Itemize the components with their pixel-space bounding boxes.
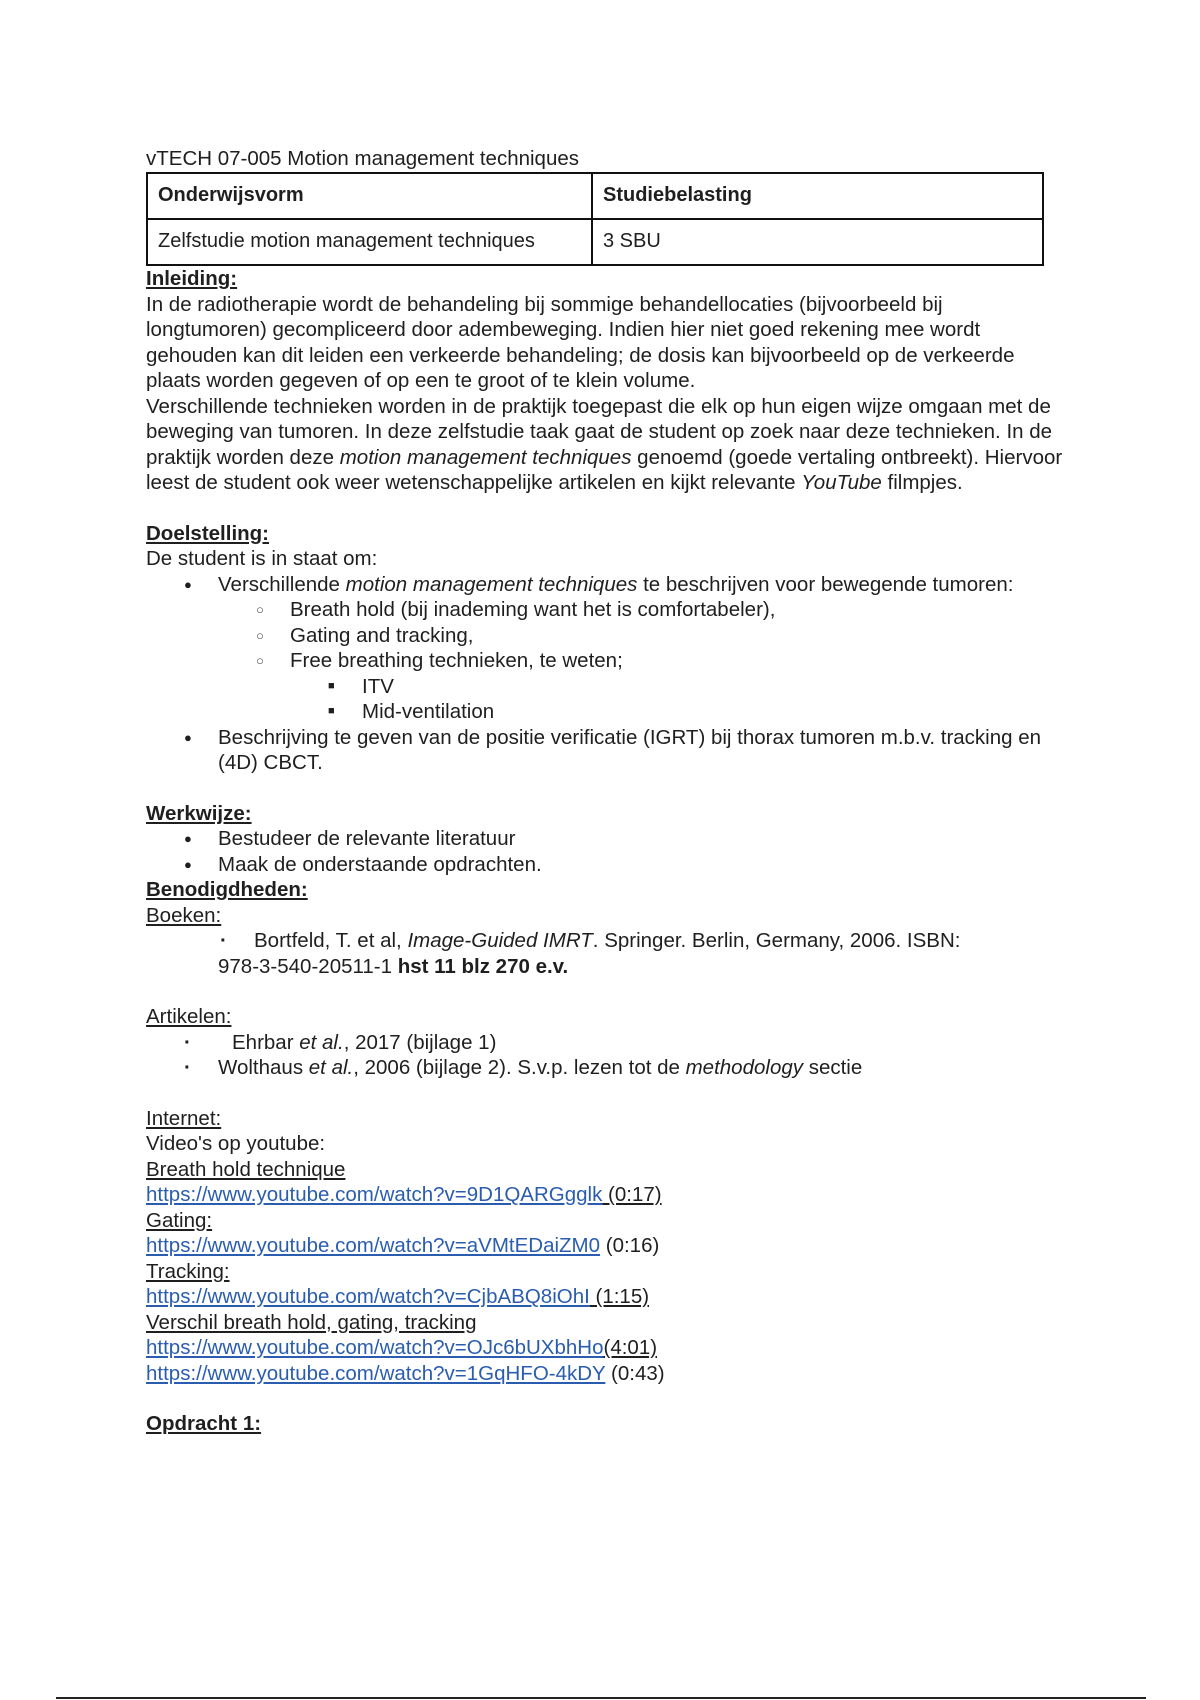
- video-line: [146, 1361, 1066, 1387]
- youtube-link[interactable]: https://www.youtube.com/watch?v=1GqHFO-4kDY: [146, 1361, 606, 1385]
- text-run: sectie: [803, 1056, 863, 1079]
- text-run: Verschillende: [218, 572, 346, 596]
- book-reference-continued: [110, 954, 1066, 980]
- text-run: Bortfeld, T. et al,: [254, 929, 408, 952]
- text-run: . Springer. Berlin, Germany, 2006. ISBN:: [592, 929, 961, 952]
- text-run: , 2017 (bijlage 1): [343, 1030, 497, 1054]
- video-duration: (4:01): [603, 1336, 658, 1359]
- youtube-link[interactable]: https://www.youtube.com/watch?v=aVMtEDaiZM0: [146, 1234, 601, 1257]
- goal-list: [146, 572, 1066, 776]
- text-run: , 2006 (bijlage 2). S.v.p. lezen tot de: [353, 1056, 686, 1079]
- youtube-link[interactable]: https://www.youtube.com/watch?v=CjbABQ8iOhI: [146, 1285, 590, 1308]
- table-row: [147, 219, 1043, 265]
- inleiding-heading: Inleiding:: [146, 267, 238, 290]
- table-header-cell: Onderwijsvorm: [147, 173, 592, 219]
- text-run: Verschillende technieken worden in de praktijk toegepast die elk op hun eigen wijze omgaan met de beweging van tumoren. In deze zelfstudie taak gaat de student op zoek naar deze technieken. In de praktijk worden deze: [146, 394, 1053, 469]
- table-cell: 3 SBU: [592, 219, 1043, 265]
- list-item: ○ Gating and tracking,: [146, 623, 1066, 649]
- inleiding-paragraph-1: In de radiotherapie wordt de behandeling bij sommige behandellocaties (bijvoorbeeld bij longtumoren) gecompliceerd door adembeweging. Indien hier niet goed rekening mee wordt gehouden kan dit leiden een verkeerde behandeling; de dosis kan bijvoorbeeld op de verkeerde plaats worden gegeven of op een te groot of te klein volume.: [146, 292, 1015, 392]
- video-line: [146, 1233, 1066, 1259]
- emphasis-text: motion management techniques: [345, 572, 638, 596]
- text-run: te beschrijven voor bewegende tumoren:: [637, 572, 1014, 596]
- gating-label: Gating:: [146, 1208, 213, 1232]
- emphasis-text: Image-Guided IMRT: [407, 929, 593, 952]
- document-page: [146, 146, 1066, 1437]
- emphasis-text: motion management techniques: [339, 445, 632, 469]
- video-line: [146, 1284, 1066, 1310]
- document-title: vTECH 07-005 Motion management techniques: [146, 147, 580, 170]
- video-line: [146, 1182, 1066, 1208]
- doelstelling-intro: De student is in staat om:: [146, 547, 378, 570]
- course-info-table: [146, 172, 1044, 266]
- benodigdheden-heading: Benodigdheden:: [146, 878, 308, 901]
- video-duration: (0:43): [605, 1361, 665, 1385]
- articles-label: Artikelen:: [146, 1005, 232, 1028]
- list-item: ■ ITV: [146, 674, 1066, 700]
- text-run: Ehrbar: [232, 1030, 300, 1054]
- emphasis-text: methodology: [685, 1056, 803, 1079]
- internet-label: Internet:: [146, 1106, 222, 1130]
- list-item: ○ Free breathing technieken, te weten;: [146, 648, 1066, 674]
- breath-hold-label: Breath hold technique: [146, 1157, 346, 1181]
- book-reference: [146, 928, 1066, 954]
- books-label: Boeken:: [146, 903, 222, 927]
- table-cell: Zelfstudie motion management techniques: [147, 219, 592, 265]
- video-duration: (1:15): [589, 1285, 650, 1308]
- text-run: genoemd (goede vertaling ontbreekt). Hiervoor leest de student ook weer wetenschappelijke artikelen en kijkt relevante: [146, 445, 1063, 494]
- video-duration: (0:16): [600, 1234, 660, 1257]
- article-reference: [146, 1055, 1066, 1081]
- method-list: [146, 826, 1066, 877]
- emphasis-text: et al.: [299, 1030, 344, 1054]
- inleiding-paragraph-2: [146, 394, 1066, 496]
- difference-label: Verschil breath hold, gating, tracking: [146, 1310, 477, 1334]
- internet-intro: Video's op youtube:: [146, 1132, 326, 1155]
- text-run: Wolthaus: [218, 1056, 309, 1079]
- emphasis-text: YouTube: [801, 471, 882, 494]
- bold-text: hst 11 blz 270 e.v.: [397, 954, 569, 978]
- list-item: ● Beschrijving te geven van de positie verificatie (IGRT) bij thorax tumoren m.b.v. tracking en (4D) CBCT.: [146, 725, 1066, 776]
- opdracht-heading: Opdracht 1:: [146, 1412, 262, 1435]
- text-run: filmpjes.: [881, 471, 963, 494]
- tracking-label: Tracking:: [146, 1259, 230, 1283]
- youtube-link[interactable]: https://www.youtube.com/watch?v=OJc6bUXbhHo: [146, 1336, 604, 1359]
- list-item: ● Bestudeer de relevante literatuur: [146, 826, 1066, 852]
- video-duration: (0:17): [602, 1183, 662, 1206]
- list-item: ● Maak de onderstaande opdrachten.: [146, 852, 1066, 878]
- list-item: ○ Breath hold (bij inademing want het is comfortabeler),: [146, 597, 1066, 623]
- table-header-cell: Studiebelasting: [592, 173, 1043, 219]
- table-header-row: [147, 173, 1043, 219]
- video-line: [146, 1335, 1066, 1361]
- list-item: ■ Mid-ventilation: [146, 699, 1066, 725]
- list-item: [146, 572, 1066, 598]
- footer-divider: [56, 1697, 1146, 1699]
- emphasis-text: et al.: [308, 1056, 354, 1079]
- isbn-text: 978-3-540-20511-1: [218, 954, 398, 978]
- werkwijze-heading: Werkwijze:: [146, 801, 252, 825]
- youtube-link[interactable]: https://www.youtube.com/watch?v=9D1QARGgglk: [146, 1183, 603, 1206]
- article-reference: [146, 1030, 1066, 1056]
- doelstelling-heading: Doelstelling:: [146, 521, 270, 545]
